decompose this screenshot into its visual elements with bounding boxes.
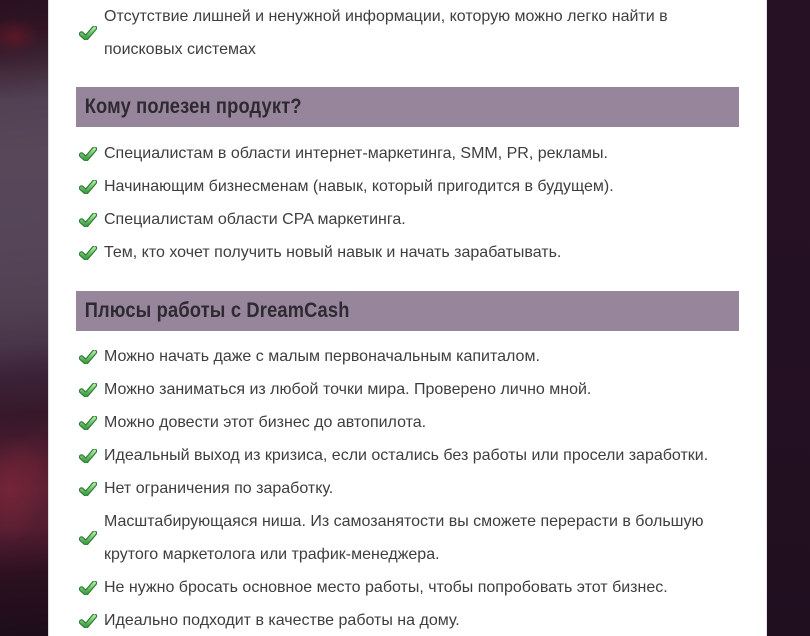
section-header-pros-dreamcash	[76, 291, 739, 331]
green-check-icon	[79, 482, 97, 496]
list-item	[49, 203, 766, 236]
list-item	[49, 236, 766, 269]
list-item	[49, 137, 766, 170]
list-item-text: Можно заниматься из любой точки мира. Проверено лично мной.	[104, 381, 592, 398]
list-item-text: Нет ограничения по заработку.	[104, 480, 334, 497]
list-item	[49, 373, 766, 406]
list-item-text: Начинающим бизнесменам (навык, который пригодится в будущем).	[104, 178, 614, 195]
list-item-text: Масштабирующаяся ниша. Из самозанятости вы сможете перерасти в большую крутого маркетолога или трафик-менеджера.	[104, 513, 704, 563]
green-check-icon	[79, 213, 97, 227]
list-item	[49, 406, 766, 439]
list-item	[49, 604, 766, 636]
background-right	[767, 0, 810, 636]
list-item	[49, 439, 766, 472]
green-check-icon	[79, 350, 97, 364]
list-item-text: Идеальный выход из кризиса, если остались без работы или просели заработки.	[104, 447, 709, 464]
list-item	[49, 0, 766, 66]
green-check-icon	[79, 383, 97, 397]
section-who-benefits-list	[49, 137, 766, 269]
list-item-text: Специалистам в области интернет-маркетинга, SMM, PR, рекламы.	[104, 145, 608, 162]
section-pros-list	[49, 340, 766, 636]
list-item	[49, 571, 766, 604]
list-item-text: Можно довести этот бизнес до автопилота.	[104, 414, 427, 431]
list-item	[49, 472, 766, 505]
section-header-who-benefits	[76, 87, 739, 127]
green-check-icon	[79, 147, 97, 161]
green-check-icon	[79, 531, 97, 545]
green-check-icon	[79, 416, 97, 430]
list-item-text: Отсутствие лишней и ненужной информации, которую можно легко найти в поисковых системах	[104, 8, 668, 58]
list-item-text: Можно начать даже с малым первоначальным капиталом.	[104, 348, 540, 365]
list-item-text: Идеально подходит в качестве работы на дому.	[104, 612, 460, 629]
section-title: Кому полезен продукт?	[84, 95, 302, 118]
background-photo-left	[0, 0, 48, 636]
content-column	[48, 0, 767, 636]
intro-list	[49, 0, 766, 66]
list-item-text: Не нужно бросать основное место работы, чтобы попробовать этот бизнес.	[104, 579, 668, 596]
list-item	[49, 170, 766, 203]
list-item-text: Специалистам области CPA маркетинга.	[104, 211, 406, 228]
green-check-icon	[79, 26, 97, 40]
green-check-icon	[79, 449, 97, 463]
list-item-text: Тем, кто хочет получить новый навык и начать зарабатывать.	[104, 244, 562, 261]
green-check-icon	[79, 581, 97, 595]
green-check-icon	[79, 180, 97, 194]
list-item	[49, 340, 766, 373]
green-check-icon	[79, 246, 97, 260]
list-item	[49, 505, 766, 571]
section-title: Плюсы работы с DreamCash	[84, 299, 350, 322]
green-check-icon	[79, 614, 97, 628]
